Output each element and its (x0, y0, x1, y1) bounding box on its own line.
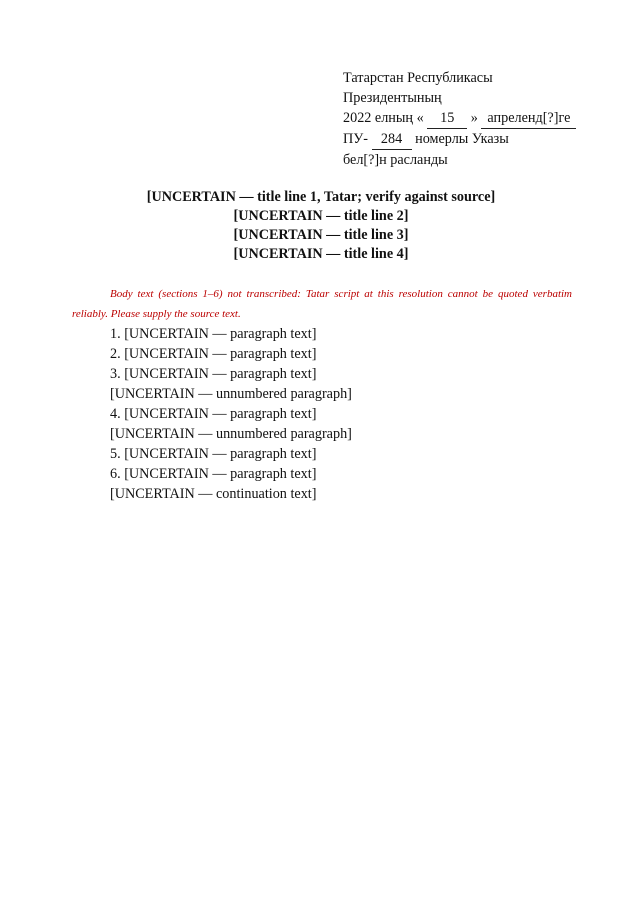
approval-line-2: Президентының (343, 90, 442, 106)
approval-decree-prefix: ПУ- (343, 131, 369, 147)
approval-line-1: Татарстан Республикасы (343, 70, 493, 86)
title-line-1: [UNCERTAIN — title line 1, Tatar; verify against source] (146, 189, 496, 205)
approval-line-5: бел[?]н расланды (343, 152, 448, 168)
title-line-3: [UNCERTAIN — title line 3] (233, 227, 409, 243)
paragraph: [UNCERTAIN — continuation text] (110, 486, 317, 502)
approval-decree-number: 284 (372, 129, 412, 150)
paragraph: 6. [UNCERTAIN — paragraph text] (110, 466, 317, 482)
paragraph: 2. [UNCERTAIN — paragraph text] (110, 346, 317, 362)
transcription-note: Body text (sections 1–6) not transcribed: Tatar script at this resolution cannot be quoted verbatim reliably. Please supply the source text. (72, 288, 572, 320)
paragraph: [UNCERTAIN — unnumbered paragraph] (110, 386, 352, 402)
document-body (72, 284, 572, 504)
title-line-4: [UNCERTAIN — title line 4] (233, 246, 409, 262)
approval-decree-line (343, 129, 603, 150)
approval-month: апреленд[?]ге (481, 108, 576, 129)
paragraph: [UNCERTAIN — unnumbered paragraph] (110, 426, 352, 442)
approval-day-close: » (470, 110, 478, 126)
approval-day: 15 (427, 108, 467, 129)
approval-year-prefix: 2022 елның « (343, 110, 424, 126)
paragraph: 1. [UNCERTAIN — paragraph text] (110, 326, 317, 342)
paragraph: 5. [UNCERTAIN — paragraph text] (110, 446, 317, 462)
paragraph: 3. [UNCERTAIN — paragraph text] (110, 366, 317, 382)
approval-stamp (343, 68, 603, 170)
title-line-2: [UNCERTAIN — title line 2] (233, 208, 409, 224)
approval-date-line (343, 108, 603, 129)
document-title (64, 188, 578, 264)
paragraph: 4. [UNCERTAIN — paragraph text] (110, 406, 317, 422)
approval-decree-suffix: номерлы Указы (415, 131, 509, 147)
